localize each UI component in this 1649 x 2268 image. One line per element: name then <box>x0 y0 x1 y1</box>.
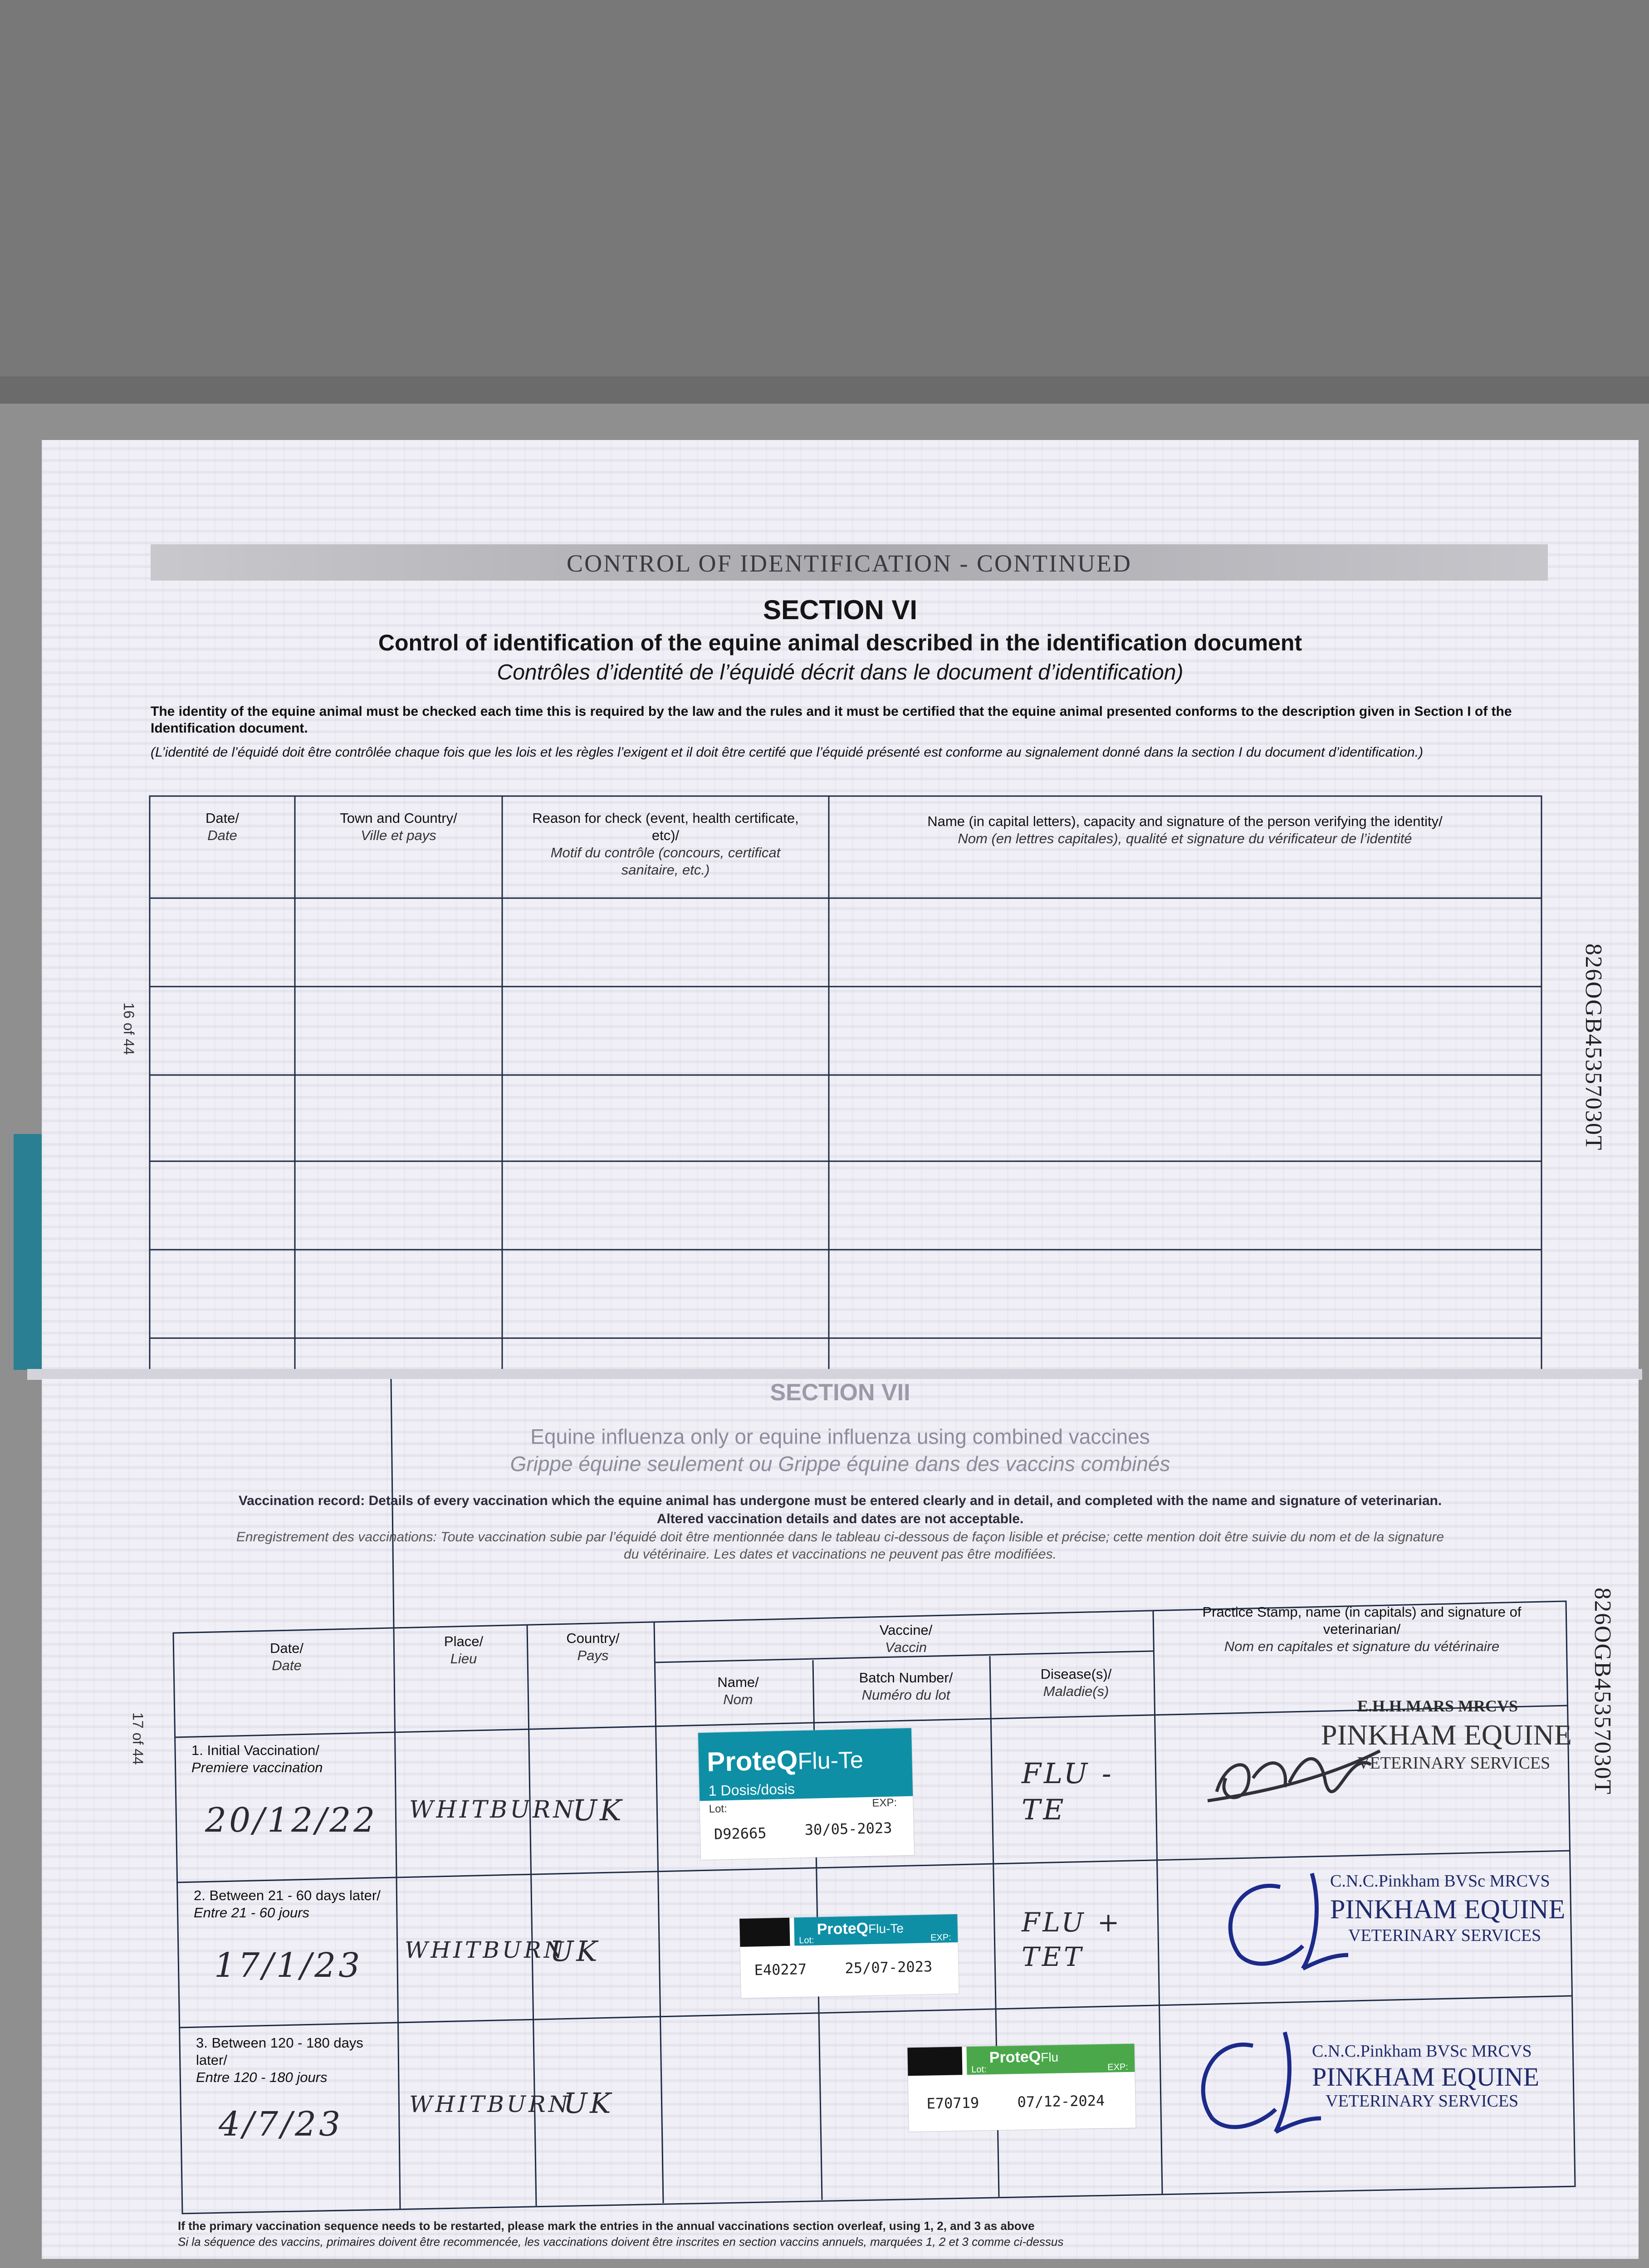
row-2-lot-number: E40227 <box>754 1960 807 1979</box>
footer-note-fr: Si la séquence des vaccins, primaires doivent être recommencée, les vaccinations doivent être inscrites en section vaccins annuels, marquées 1, 2 et 3 comme ci-dessus <box>178 2235 1064 2248</box>
section-banner: CONTROL OF IDENTIFICATION - CONTINUED <box>151 544 1548 581</box>
page-number: 17 of 44 <box>130 1712 146 1765</box>
column-header-reason: Reason for check (event, health certificate, etc)/ Motif du contrôle (concours, certificat sanitaire, etc.) <box>532 810 799 878</box>
column-header-country: Country/ Pays <box>566 1630 620 1663</box>
sticker-product: Flu-Te <box>868 1921 904 1936</box>
row-label-second-vaccination: 2. Between 21 - 60 days later/ Entre 21 - 60 jours <box>194 1887 381 1921</box>
document-id: 826OGB45357030T <box>1590 1588 1615 1795</box>
veterinarian-signature-3 <box>1189 2023 1326 2141</box>
column-header-date: Date/ Date <box>205 810 240 843</box>
footer-note: If the primary vaccination sequence needs to be restarted, please mark the entries in the annual vaccinations section overleaf, using 1, 2, and 3 as above <box>178 2219 1035 2233</box>
page-title: Equine influenza only or equine influenza using combined vaccines <box>530 1425 1150 1448</box>
sticker-lot-label: Lot: <box>971 2064 987 2075</box>
identification-check-table <box>42 440 1639 1370</box>
column-header-disease: Disease(s)/ Maladie(s) <box>1040 1666 1112 1699</box>
sticker-brand: ProteQ <box>989 2048 1041 2067</box>
row-1-date: 20/12/22 <box>205 1801 378 1840</box>
row-2-place: WHITBURN <box>405 1937 567 1963</box>
sticker-product: Flu <box>1040 2050 1059 2065</box>
passport-cover-teal-edge <box>14 1134 45 1370</box>
section-title: SECTION VII <box>770 1379 910 1406</box>
column-header-town-country: Town and Country/ Ville et pays <box>340 810 457 843</box>
vaccine-sticker-2 <box>739 1914 959 1998</box>
row-1-country: UK <box>573 1794 624 1828</box>
row-3-country: UK <box>563 2087 614 2120</box>
sticker-lot-label: Lot: <box>709 1802 728 1815</box>
sticker-product: Flu-Te <box>797 1747 864 1775</box>
page-title-fr: Grippe équine seulement ou Grippe équine dans des vaccins combinés <box>510 1452 1170 1476</box>
intro-text: The identity of the equine animal must be checked each time this is required by the law and the rules and it must be certified that the equine animal presented conforms to the description given in Section I of the Identification document. <box>151 704 1512 736</box>
intro-text: Vaccination record: Details of every vaccination which the equine animal has undergone must be entered clearly and in detail, and completed with the name and signature of veterinarian. <box>238 1493 1442 1508</box>
vaccine-sticker-1 <box>698 1728 914 1860</box>
sticker-brand: ProteQ <box>817 1920 869 1938</box>
intro-text-fr: (L’identité de l’équidé doit être contrôlée chaque fois que les lois et les règles l’exigent et il doit être certifé que l’équidé présenté est conforme au signalement donné dans la section I du document d’identification.) <box>151 745 1424 760</box>
veterinarian-signature-1 <box>1199 1724 1389 1823</box>
row-label-third-vaccination: 3. Between 120 - 180 days later/ Entre 120 - 180 jours <box>196 2035 363 2085</box>
sticker-dose: 1 Dosis/dosis <box>708 1780 795 1799</box>
page-number: 16 of 44 <box>121 1002 137 1055</box>
proteq-logo-icon <box>739 1918 790 1947</box>
section-title: SECTION VI <box>763 595 918 625</box>
sticker-exp-label: EXP: <box>872 1796 897 1809</box>
row-2-disease: FLU + TET <box>1022 1907 1122 1972</box>
sticker-exp-label: EXP: <box>1107 2062 1129 2072</box>
column-header-date: Date/ Date <box>269 1640 304 1673</box>
sticker-lot-label: Lot: <box>799 1935 814 1946</box>
row-2-country: UK <box>550 1935 600 1968</box>
row-2-expiry: 25/07-2023 <box>845 1958 933 1977</box>
document-id: 826OGB45357030T <box>1580 943 1606 1151</box>
column-header-vaccine: Vaccine/ Vaccin <box>879 1622 933 1655</box>
row-1-expiry: 30/05-2023 <box>804 1819 892 1839</box>
row-3-place: WHITBURN <box>409 2091 571 2117</box>
row-1-disease: FLU - TE <box>1022 1757 1114 1826</box>
row-1-lot-number: D92665 <box>714 1824 767 1843</box>
page-section-vii: SECTION VII Equine influenza only or equine influenza using combined vaccines Grippe équine seulement ou Grippe équine dans des vaccins combinés Vaccination record: Details of every vaccination which the equine animal has undergone must be entered clearly and in detail, and completed with the name and signature of veterinarian. Altered vaccination details and dates are not acceptable. Enregistrement des vaccinations: Toute vaccination subie par l’équidé doit être mentionnée dans le tableau ci-dessous de façon lisible et précise; cette mention doit être suivie du nom et de la signature du vétérinaire. Les dates et vaccinations ne peuvent pas être modifiées. Date/ Date Place/ Lieu Country/ Pays Vaccine/ Vaccin Name/ Nom Batch Number/ Numéro du lot Disease(s)/ Maladie(s) Practice Stamp, name (in capitals) and signature of veterinarian/ Nom en capitales et signature du vétérinaire 1. Initial Vaccination/ Premiere vaccination 20/12/22 WHITBURN UK FLU - TE ProteQFlu-Te 1 Dosis/dosis Lot: EXP: D92665 30/05-2023 E.H.H.MARS MRCVS PINKHAM EQUINE VETERINARY SERVICES 2. Between 21 - 60 days later/ Entre 21 - 60 jours 17/1/23 WHITBURN UK FLU + TET ProteQFlu-Te Lot: EXP: E40227 25/07-2023 C.N.C.Pinkham BVSc MRCVS PINKHAM EQUINE VETERINARY SERVICES 3. Between 120 - 180 days later/ Entre 120 - 180 jours 4/7/23 WHITBURN UK ProteQFlu Lot: EXP: E70719 07/12-2024 C.N.C.Pinkham BVSc MRCVS PINKHAM EQUINE VETERINARY SERVICES If the primary vaccination sequence needs to be restarted, please mark the entries in the annual vaccinations section overleaf, using 1, 2, and 3 as above Si la séquence des vaccins, primaires doivent être recommencée, les vaccinations doivent être inscrites en section vaccins annuels, marquées 1, 2 et 3 comme ci-dessus 17 of 44 826OGB45357030T <box>42 1379 1639 2259</box>
column-header-vaccine-name: Name/ Nom <box>717 1674 759 1707</box>
row-label-initial-vaccination: 1. Initial Vaccination/ Premiere vaccination <box>191 1742 323 1775</box>
page-title-fr: Contrôles d’identité de l’équidé décrit dans le document d’identification) <box>497 660 1184 684</box>
intro-text-fr: Enregistrement des vaccinations: Toute vaccination subie par l’équidé doit être mentionnée dans le tableau ci-dessous de façon lisible et précise; cette mention doit être suivie du nom et de la signature <box>236 1530 1444 1545</box>
sticker-exp-label: EXP: <box>930 1932 951 1943</box>
vaccine-sticker-3 <box>907 2044 1135 2132</box>
row-3-expiry: 07/12-2024 <box>1017 2092 1105 2111</box>
row-3-date: 4/7/23 <box>219 2105 343 2144</box>
intro-text-warning: Altered vaccination details and dates are not acceptable. <box>656 1511 1024 1526</box>
column-header-batch-number: Batch Number/ Numéro du lot <box>859 1670 953 1703</box>
intro-text-fr-2: du vétérinaire. Les dates et vaccinations ne peuvent pas être modifiées. <box>624 1547 1057 1562</box>
column-header-place: Place/ Lieu <box>444 1633 484 1667</box>
page-section-vi <box>42 440 1639 1370</box>
page-title: Control of identification of the equine animal described in the identification document <box>378 630 1302 655</box>
row-1-place: WHITBURN <box>409 1796 577 1823</box>
column-header-practice-stamp: Practice Stamp, name (in capitals) and signature of veterinarian/ Nom en capitales et signature du vétérinaire <box>1202 1604 1522 1654</box>
row-2-date: 17/1/23 <box>214 1946 363 1985</box>
sticker-brand: ProteQ <box>706 1745 798 1777</box>
row-3-lot-number: E70719 <box>926 2094 979 2112</box>
veterinarian-signature-2 <box>1212 1869 1348 1978</box>
page-gutter <box>27 1369 1642 1380</box>
proteq-logo-icon <box>907 2047 962 2076</box>
passport-cover-edge <box>0 376 1649 404</box>
scanner-background <box>0 0 1649 381</box>
column-header-verifier: Name (in capital letters), capacity and signature of the person verifying the identity/ Nom (en lettres capitales), qualité et signature du vérificateur de l’identité <box>927 813 1443 846</box>
